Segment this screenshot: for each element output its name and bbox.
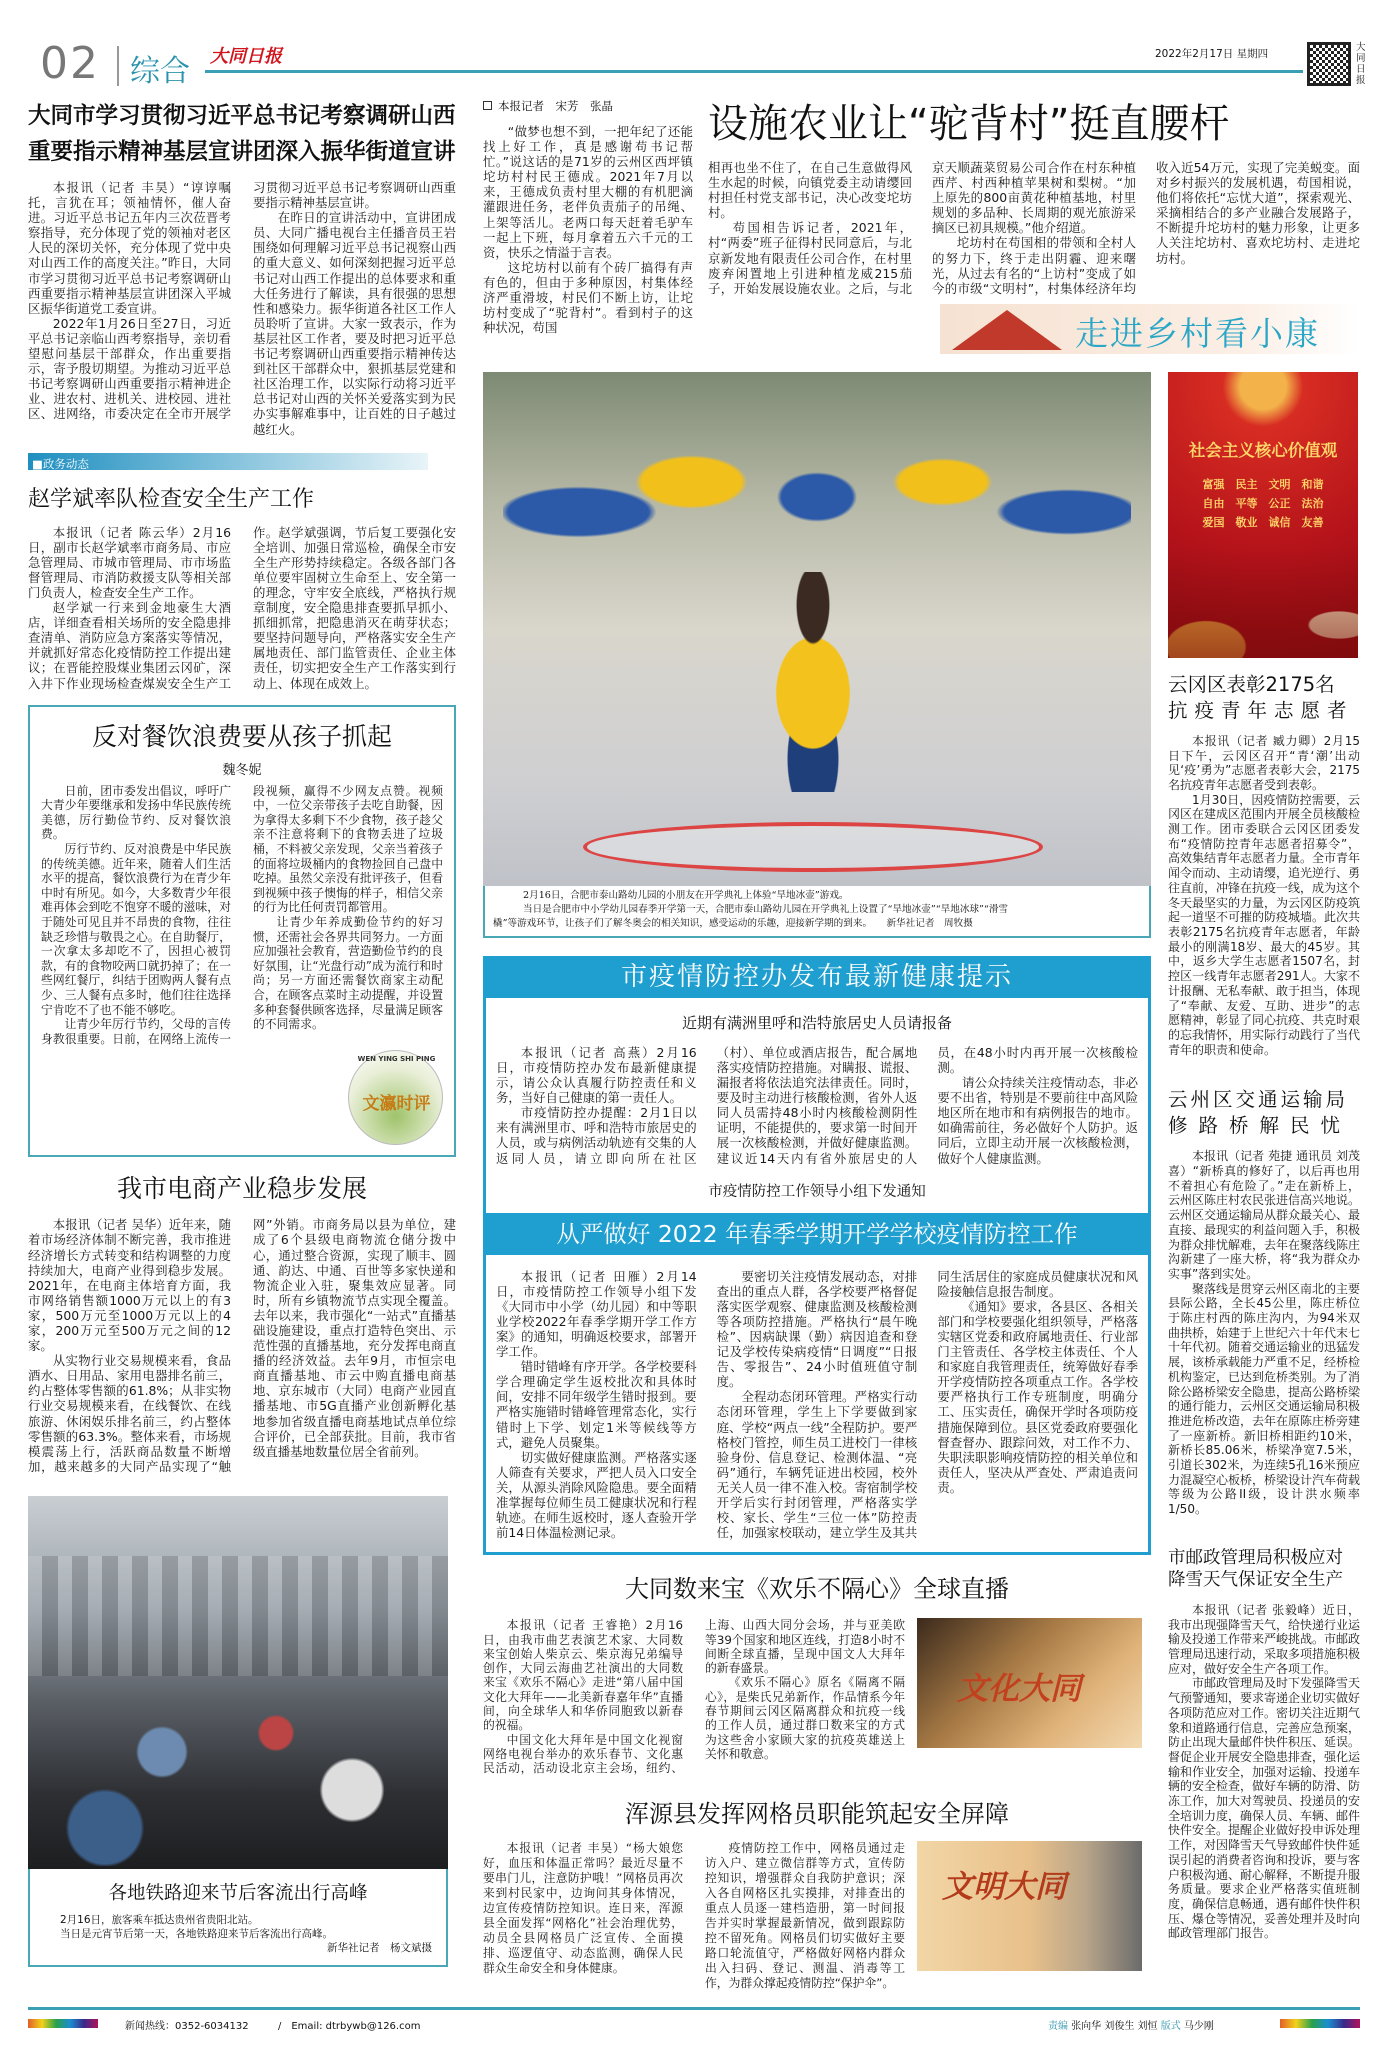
- headline-lecture: [28, 98, 456, 170]
- paragraph: 本报讯（记者 张毅峰）近日，我市出现强降雪天气，给快递行业运输及投递工作带来严峻挑战。市邮政管理局迅速行动，采取多项措施积极应对，做好安全生产各项工作。: [1168, 1602, 1361, 1676]
- paragraph: 本报讯（记者 陈云华）2月16日，副市长赵学斌率市商务局、市应急管理局、市城市管理局、市市场监督管理局、市消防救援支队等相关部门负责人，检查安全生产工作。: [28, 524, 231, 600]
- paragraph: 本报讯（记者 苑捷 通讯员 刘茂喜）“新桥真的修好了，以后再也用不着担心有危险了。”走在新桥上，云州区陈庄村农民张进信高兴地说。云州区交通运输局从群众最关心、最直接、最现实的利益问题入手，积极为群众排忧解难，去年在聚落线陈庄沟新建了一座大桥，将“我为群众办实事”落到实处。: [1168, 1149, 1361, 1281]
- column-banner: [940, 304, 1360, 354]
- headline-line: 修路桥解民忧: [1168, 1114, 1352, 1138]
- footer-rule: [28, 2007, 1360, 2010]
- paragraph: 切实做好健康监测。严格落实逐人筛查有关要求，严把人员入口安全关，从源头消除风险隐患。要全面精准掌握每位师生员工健康状况和行程轨迹。在师生返校时，逐人查验开学前14日体温检测记录。: [496, 1449, 697, 1541]
- paragraph: 聚落线是贯穿云州区南北的主要县际公路，全长45公里，陈庄桥位于陈庄村西的陈庄沟内，为94米双曲拱桥，始建于上世纪六十年代末七十年代初。随着交通运输业的迅猛发展，该桥承载能力严重不足，经桥检机构鉴定，已达到危桥类别。为了消除公路桥梁安全隐患，提高公路桥梁的通行能力，云州区交通运输局积极推进危桥改造，去年在原陈庄桥旁建了一座新桥。新旧桥相距约10米，新桥长85.06米，桥梁净宽7.5米，引道长302米，为连续5孔16米预应力混凝空心板桥，桥梁设计汽车荷载等级为公路II级，设计洪水频率1/50。: [1168, 1281, 1361, 1517]
- byline-icon: [483, 101, 492, 110]
- paragraph: 全程动态闭环管理。严格实行动态闭环管理，学生上下学要做到家庭、学校“两点一线”全程防护。要严格校门管控，师生员工进校门一律核验身份、信息登记、检测体温、“亮码”通行，车辆凭证进出校园，校外无关人员一律不准入校。寄宿制学校开学后实行封闭管理，严格落实学校、家长、学生“三位一体”防控责任，加强家校联动，建立学生及其共同生活居住的家庭成员健康状况和风险接触信息报告制度。: [716, 1268, 1138, 1541]
- paragraph: 市邮政管理局及时下发强降雪天气预警通知，要求寄递企业切实做好各项防范应对工作。密切关注近期气象和道路通行信息，完善应急预案，防止出现大量邮件快件积压、延误。督促企业开展安全隐患排查，强化运输和作业安全，加强对运输、投递车辆的安全检查，做好车辆的防滑、防冻工作，加大对驾驶员、投递员的安全培训力度，确保人员、车辆、邮件快件安全。提醒企业做好投申诉处理工作，对因降雪天气导致邮件快件延误引起的消费者咨询和投诉，要与客户积极沟通、耐心解释，不断提升服务质量。要求企业严格落实值班制度，确保信息畅通，遇有邮件快件积压、爆仓等情况，妥善处理并及时向邮政管理部门报告。: [1168, 1676, 1361, 1941]
- paragraph: 苟国相告诉记者，2021年，村“两委”班子征得村民同意后，与北京新发地有限责任公司合作，在村里废弃闲置地上引进种植龙威215茄子，开始发展设施农业。之后，与北京天顺蔬菜贸易公司合作在村东种植西芹、村西种植苹果树和梨树。“加上原先的800亩黄花种植基地，村里规划的多品种、长周期的观光旅游采摘区已初具规模。”他介绍道。: [708, 160, 1136, 296]
- paragraph: 《通知》要求，各县区、各相关部门和学校要强化组织领导，严格落实辖区党委和政府属地责任、行业部门主管责任、各学校主体责任、个人和家庭自我管理责任，统筹做好春季开学疫情防控各项重点工作。各学校要严格执行工作专班制度，明确分工、压实责任，确保开学时各项防疫措施保障到位。县区党委政府要强化督查督办、跟踪问效，对工作不力、失职渎职影响疫情防控的相关单位和责任人，坚决从严查处、严肃追责问责。: [937, 1298, 1138, 1495]
- hunyuan-row: [483, 1841, 1151, 1991]
- article-body-bridge: [1168, 1149, 1360, 1517]
- railway-station-photo: [28, 1496, 448, 1869]
- headline-shulaibao: 大同数来宝《欢乐不隔心》全球直播: [625, 1575, 1009, 1604]
- core-values-poster: [1168, 372, 1358, 658]
- middle-column: [483, 372, 1151, 1991]
- issue-date: 2022年2月17日 星期四: [1155, 48, 1269, 60]
- poster-line: 富强 民主 文明 和谐: [1202, 477, 1324, 491]
- header-rule: [205, 70, 1303, 73]
- article-body-volunteers: [1168, 734, 1360, 1057]
- agriculture-main: [708, 98, 1360, 354]
- logo-pinyin: WEN YING SHI PING: [357, 1055, 436, 1064]
- headline-bridge: [1168, 1087, 1360, 1139]
- logo-text: 文瀛时评: [362, 1094, 431, 1115]
- paragraph: 让青少年厉行节约，父母的言传身教很重要。日前，在网络上流传一段视频，赢得不少网友点赞。视频中，一位父亲带孩子去吃自助餐，因为拿得太多剩下不少食物，孩子趁父亲不注意将剩下的食物丢进了垃圾桶，不料被父亲发现，父亲当着孩子的面将垃圾桶内的食物捡回自己盘中吃掉。虽然父亲没有批评孩子，但看到视频中孩子懊悔的样子，相信父亲的行为比任何责罚都管用。: [41, 783, 443, 1046]
- vertical-masthead: 大同日报: [1356, 42, 1366, 86]
- paragraph: 本报讯（记者 丰昊）“谆谆嘱托，言犹在耳；领袖情怀，催人奋进。习近平总书记五年内三次莅晋考察指导，充分体现了党的领袖对老区人民的深切关怀，充分体现了党中央对山西工作的高度关注。”昨日，大同市学习贯彻习近平总书记考察调研山西重要指示精神基层宣讲团深入平城区振华街道党工委宣讲。: [28, 180, 231, 316]
- paragraph: 本报讯（记者 田雁）2月14日，市疫情防控工作领导小组下发《大同市中小学（幼儿园）和中等职业学校2022年春季学期开学工作方案》的通知，明确返校要求，部署开学工作。: [496, 1268, 697, 1360]
- commentary-box: [28, 705, 456, 1158]
- page-body: [0, 98, 1388, 1991]
- kids-photo-caption: [483, 886, 1151, 938]
- headline-line: 市邮政管理局积极应对: [1168, 1547, 1343, 1568]
- headline-line: 云州区交通运输局: [1168, 1088, 1349, 1112]
- headline-line: 降雪天气保证安全生产: [1168, 1569, 1343, 1590]
- paragraph: 《欢乐不隔心》原名《隔离不隔心》，是柴氏兄弟新作，作品情系今年春节期间云冈区隔离群众和抗疫一线的工作人员，通过群口数来宝的方式为这些舍小家顾大家的抗疫英雄送上关怀和敬意。: [705, 1675, 905, 1761]
- paragraph: 这坨坊村以前有个砖厂搞得有声有色的，但由于多种原因，村集体经济严重滑坡，村民们不断上访，让坨坊村变成了“驼背村”。看到村子的这种状况，苟国: [483, 259, 693, 336]
- photo-credit: 新华社记者 周牧摄: [886, 917, 973, 929]
- article-body-postal: [1168, 1603, 1360, 1941]
- article-body-hunyuan: [483, 1841, 905, 1991]
- civilized-datong-image: [917, 1841, 1142, 1971]
- paragraph: 在昨日的宣讲活动中，宣讲团成员、大同广播电视台主任播音员王岩围绕如何理解习近平总书记视察山西的重大意义、如何深刻把握习近平总书记对山西工作提出的总体要求和重大任务进行了解读，具有很强的思想性和感染力。振华街道各社区工作人员聆听了宣讲。大家一致表示，作为基层社区工作者，要及时把习近平总书记考察调研山西重要指示精神传达到社区干部群众中，狠抓基层党建和社区治理工作，以实际行动将习近平总书记对山西的关怀关爱落实到为民办实事解难事中，让百姓的日子越过越红火。: [253, 210, 456, 437]
- caption-line: 2月16日，旅客乘车抵达贵州省贵阳北站。: [60, 1913, 259, 1926]
- page-number: 02: [40, 38, 100, 89]
- paragraph: 2022年1月26日至27日，习近平总书记亲临山西考察指导，亲切看望慰问基层干部群众，作出重要指示，寄予殷切期望。为推动习近平总书记考察调研山西重要指示精神进企业、进农村、进机关、进校园、进社区、进网络，市委决定在全市开展学习贯彻习近平总书记考察调研山西重要指示精神基层宣讲。: [28, 180, 456, 422]
- right-column: [1168, 372, 1360, 1941]
- left-column: [28, 98, 456, 1967]
- railway-caption-box: [28, 1869, 448, 1967]
- paragraph: 1月30日，因疫情防控需要，云冈区在建成区范围内开展全员核酸检测工作。团市委联合云冈区团委发布“疫情防控青年志愿者招募令”，高效集结青年志愿者力量。全市青年闻令而动、主动请缨，追光逆行、勇往直前，冲锋在抗疫一线，成为这个冬天最坚实的力量，为云冈区防疫筑起一道坚不可摧的防疫城墙。此次共表彰2175名抗疫青年志愿者，年龄最小的刚满18岁、最大的45岁。其中，返乡大学生志愿者1507名，封控区一线青年志愿者291人。大家不计报酬、无私奉献、敢于担当，体现了“奉献、友爱、互助、进步”的志愿精神，彰显了同心抗疫、共克时艰的忘我情怀，用实际行动践行了当代青年的职责和使命。: [1168, 792, 1361, 1057]
- poster-title: 社会主义核心价值观: [1188, 440, 1338, 460]
- agriculture-col1: [483, 98, 693, 354]
- editor-credits: [1048, 2017, 1214, 2032]
- paragraph: 日前，团市委发出倡议，呼吁广大青少年要继承和发扬中华民族传统美德，厉行勤俭节约、反对餐饮浪费。: [41, 783, 231, 842]
- color-strip-right: [1280, 2019, 1360, 2028]
- culture-datong-image: [917, 1618, 1142, 1748]
- banner-title: 走进乡村看小康: [1075, 313, 1320, 353]
- caption-line: 当日是元宵节后第一天，各地铁路迎来节后客流出行高峰。: [60, 1927, 333, 1940]
- right-wrap: [483, 98, 1360, 1991]
- headline-food-waste: 反对餐饮浪费要从孩子抓起: [91, 721, 392, 751]
- headline-line: 重要指示精神基层宣讲团深入振华街道宣讲: [28, 139, 456, 165]
- header-divider: [117, 46, 119, 86]
- shulaibao-row: [483, 1618, 1151, 1775]
- kids-curling-photo: [483, 372, 1151, 886]
- section-name: 综合: [130, 54, 190, 89]
- railway-caption: [60, 1913, 432, 1955]
- news-hotline[interactable]: 新闻热线：0352-6034132: [125, 2020, 249, 2032]
- color-strip-left: [28, 2019, 98, 2028]
- poster-line: 爱国 敬业 诚信 友善: [1202, 515, 1324, 529]
- headline-line: 抗疫青年志愿者: [1168, 698, 1354, 722]
- article-body-health: [496, 1045, 1138, 1166]
- headline-line: 大同市学习贯彻习近平总书记考察调研山西: [28, 103, 456, 129]
- paragraph: 赵学斌一行来到金地豪生大酒店，详细查看相关场所的安全隐患排查清单、消防应急方案落实等情况，并就抓好常态化疫情防控工作提出建议；在晋能控股煤业集团云冈矿，深入井下作业现场检查煤炭安全生产工作。赵学斌强调，节后复工要强化安全培训、加强日常巡检，确保全市安全生产形势持续稳定。各级各部门各单位要牢固树立生命至上、安全第一的理念，守牢安全底线，严格执行规章制度，安全隐患排查要抓早抓小、抓细抓常，把隐患消灭在萌芽状态；要坚持问题导向，严格落实安全生产属地责任、部门监管责任、企业主体责任，切实把安全生产工作落实到行动上、体现在成效上。: [28, 524, 456, 691]
- headline-postal: [1168, 1547, 1360, 1591]
- headline-volunteers: [1168, 672, 1360, 724]
- layout-label: 版式: [1160, 2020, 1181, 2032]
- paragraph: 本报讯（记者 臧力卿）2月15日下午，云冈区召开“青‘潮’出动 见‘疫’勇为”志愿者表彰大会，2175名抗疫青年志愿者受到表彰。: [1168, 733, 1360, 792]
- page-header: [0, 0, 1388, 98]
- author: 魏冬妮: [222, 762, 262, 778]
- headline-line: 云冈区表彰2175名: [1168, 672, 1335, 696]
- school-kicker: 市疫情防控工作领导小组下发通知: [708, 1183, 926, 1200]
- paragraph: 本报讯（记者 王睿艳）2月16日，由我市曲艺表演艺术家、大同数来宝创始人柴京云、柴京海兄弟编导创作，大同云海曲艺社演出的大同数来宝《欢乐不隔心》走进“第八届中国文化大拜年——北美新春嘉年华”直播间，向全球华人和华侨同胞致以新春的祝福。: [483, 1618, 683, 1733]
- paragraph: “做梦也想不到，一把年纪了还能找上好工作，真是感谢苟书记帮忙。”说这话的是71岁的云州区西坪镇坨坊村村民王德成。2021年7月以来，王德成负责村里大棚的有机肥滴灌跟进任务，老伴负责茄子的吊绳、上架等活儿。老两口每天赶着毛驴车一起上下班，每月拿着五六千元的工资，快乐之情溢于言表。: [483, 124, 693, 260]
- headline-railway: 各地铁路迎来节后客流出行高峰: [108, 1882, 368, 1904]
- school-banner: [483, 1213, 1151, 1255]
- article-body-agriculture-col1: [483, 124, 693, 335]
- paragraph: 让青少年养成勤俭节约的好习惯，还需社会各界共同努力。一方面应加强社会教育，营造勤俭节约的良好氛围，让“光盘行动”成为流行和时尚；另一方面还需餐饮商家主动配合，在顾客点菜时主动提醒，并设置多种套餐供顾客选择，尽量满足顾客的不同需求。: [253, 914, 443, 1032]
- section-tag: ■政务动态: [32, 456, 89, 471]
- article-body-school: [496, 1269, 1138, 1541]
- masthead-logo: 大同日报: [210, 46, 282, 67]
- paragraph: 疫情防控工作中，网格员通过走访入户、建立微信群等方式，宣传防控知识，增强群众自我防护意识；深入各自网格区扎实摸排，对排查出的重点人员逐一建档造册，第一时间报告并实时掌握最新情况，做到跟踪防控不留死角。网格员们切实做好主要路口轮流值守，严格做好网格内群众出入扫码、登记、测温、消毒等工作，为群众撑起疫情防控“保护伞”。: [705, 1840, 905, 1990]
- editors: 张向华 刘俊生 刘恒: [1071, 2020, 1158, 2032]
- headline-hunyuan: 浑源县发挥网格员职能筑起安全屏障: [625, 1799, 1009, 1828]
- editor-label: 责编: [1048, 2020, 1068, 2032]
- headline-health: 市疫情防控办发布最新健康提示: [620, 961, 1013, 992]
- paragraph: 从实物行业交易规模来看，食品酒水、日用品、家用电器排名前三，约占整体零售额的61.8%；从非实物行业交易规模来看，在线餐饮、在线旅游、休闲娱乐排名前三，约占整体零售额的63.3%。整体来看，市场规模震荡上行，活跃商品数量不断增加，越来越多的大同产品实现了“触网”外销。市商务局以县为单位，建成了6个县级电商物流仓储分拨中心，通过整合资源，实现了顺丰、圆通、韵达、中通、百世等多家快递和物流企业入驻，聚集效应显著。同时，所有乡镇物流节点实现全覆盖。去年以来，我市强化“一站式”直播基础设施建设，重点打造特色突出、示范性强的直播基地，充分发挥电商直播的经济效益。去年9月，市恒宗电商直播基地、市云中购直播电商基地、京东城市（大同）电商产业园直播基地、市5G直播产业创新孵化基地参加省级直播电商基地试点单位综合评价，已全部获批。目前，我市省级直播基地数量位居全省前列。: [28, 1217, 456, 1474]
- photo-credit: 新华社记者 杨文斌摄: [327, 1941, 432, 1954]
- qr-code[interactable]: [1307, 42, 1351, 86]
- paragraph: 本报讯（记者 吴华）近年来，随着市场经济体制不断完善，我市推进经济增长方式转变和结构调整的力度持续加大，电商产业得到稳步发展。2021年，在电商主体培育方面，我市网络销售额1000万元以上的有3家，500万元至1000万元以上的4家，200万元至500万元之间的12家。: [28, 1217, 231, 1354]
- commentary-logo: [348, 1050, 443, 1145]
- section-tag-bar: [28, 453, 428, 470]
- headline-safety: 赵学斌率队检查安全生产工作: [28, 486, 315, 512]
- health-banner: [483, 956, 1151, 998]
- house-icon: [952, 310, 1062, 350]
- image-text: 文化大同: [957, 1671, 1081, 1708]
- byline: 本报记者 宋芳 张晶: [498, 99, 613, 113]
- paragraph: 本报讯（记者 高燕）2月16日，市疫情防控办发布最新健康提示，请公众认真履行防控责任和义务，当好自己健康的第一责任人。: [496, 1044, 697, 1106]
- poster-line: 自由 平等 公正 法治: [1202, 496, 1324, 510]
- paragraph: 市疫情防控办提醒：2月1日以来有满洲里市、呼和浩特市旅居史的人员，或与病例活动轨迹有交集的人返同人员，请立即向所在社区（村）、单位或酒店报告，配合属地落实疫情防控措施。对瞒报、谎报、漏报者将依法追究法律责任。同时，要及时主动进行核酸检测，省外人返同人员需持48小时内核酸检测阴性证明，不能提供的，要求第一时间开展一次核酸检测，并做好健康监测。建议近14天内有省外旅居史的人员，在48小时内再开展一次核酸检测。: [496, 1044, 1138, 1166]
- layout-editor: 马少刚: [1183, 2020, 1214, 2032]
- school-box: [483, 1255, 1151, 1556]
- article-body-agriculture-rest: [708, 160, 1360, 296]
- lower-columns: [483, 372, 1360, 1991]
- caption-line: 2月16日，合肥市泰山路幼儿园的小朋友在开学典礼上体验“旱地冰壶”游戏。: [523, 889, 849, 901]
- headline-school: 从严做好 2022 年春季学期开学学校疫情防控工作: [556, 1219, 1078, 1248]
- health-subtitle: 近期有满洲里呼和浩特旅居史人员请报备: [681, 1013, 952, 1032]
- article-body-shulaibao: [483, 1618, 905, 1775]
- caption-line: 橇”等游戏环节，让孩子们了解冬奥会的相关知识，感受运动的乐趣，迎接新学期的到来。: [493, 917, 868, 929]
- paragraph: 本报讯（记者 丰昊）“杨大娘您好，血压和体温正常吗？最近尽量不要串门儿，注意防护哦！”网格员再次来到村民家中，边询问其身体情况，边宣传疫情防控知识。连日来，浑源县全面发挥“网格化”社会治理优势，动员全县网格员广泛宣传、全面摸排、巡逻值守、动态监测，确保人民群众生命安全和身体健康。: [483, 1840, 683, 1975]
- page-footer: [28, 2007, 1360, 2041]
- headline-ecommerce: 我市电商产业稳步发展: [116, 1174, 367, 1204]
- paragraph: 中国文化大拜年是中国文化视窗网络电视台举办的欢乐春节、文化惠民活动，活动设北京主会场，纽约、上海、山西大同分会场，并与亚美欧等39个国家和地区连线，打造8小时不间断全球直播，呈现中国文人大拜年的新春盛景。: [483, 1618, 905, 1776]
- paragraph: 相再也坐不住了，在自己生意做得风生水起的时候，向镇党委主动请缨回村担任村党支部书记，决心改变坨坊村。: [708, 160, 912, 221]
- article-body-food-waste: [41, 784, 443, 1047]
- article-body-ecommerce: [28, 1217, 456, 1474]
- headline-agriculture: 设施农业让“驼背村”挺直腰杆: [708, 101, 1230, 147]
- paragraph: 要密切关注疫情发展动态，对排查出的重点人群，各学校要严格督促落实医学观察、健康监测及核酸检测等各项防控措施。严格执行“晨午晚检”、因病缺课（勤）病因追查和登记及学校传染病疫情“日调度”“日报告、零报告”、24小时值班值守制度。: [716, 1268, 918, 1390]
- health-box: [483, 998, 1151, 1213]
- article-body-safety: [28, 525, 456, 691]
- article-body-lecture: [28, 180, 456, 437]
- contact-email[interactable]: / Email: dtrbywb@126.com: [278, 2020, 421, 2032]
- agriculture-article: [483, 98, 1360, 354]
- paragraph: 厉行节约、反对浪费是中华民族的传统美德。近年来，随着人们生活水平的提高，餐饮浪费行为在青少年中时有所见。如今，大多数青少年很难再体会到吃不饱穿不暖的滋味，对于随处可见且并不昂贵的食物，往往缺乏珍惜与敬畏之心。在自助餐厅，一次拿太多却吃不了，因担心被罚款，有的食物咬两口就扔掉了；在一些网红餐厅，纠结于团购两人餐有点少、三人餐有点多时，他们往往选择宁肯吃不了也不能不够吃。: [41, 842, 231, 1017]
- paragraph: 坨坊村在苟国相的带领和全村人的努力下，终于走出阴霾、迎来曙光，从过去有名的“上访村”变成了如今的市级“文明村”，村集体经济年均收入近54万元，实现了完美蜕变。面对乡村振兴的发展机遇，苟国相说，他们将依托“忘忧大道”，探索观光、采摘相结合的多产业融合发展路子，不断提升坨坊村的魅力形象，让更多人关注坨坊村、喜欢坨坊村、走进坨坊村。: [932, 160, 1360, 296]
- paragraph: 错时错峰有序开学。各学校要科学合理确定学生返校批次和具体时间，安排不同年级学生错时报到。要严格实施错时错峰管理常态化，实行错时上下学、划定1米等候线等方式，避免人员聚集。: [496, 1359, 697, 1450]
- image-text: 文明大同: [942, 1868, 1066, 1905]
- caption-line: 当日是合肥市中小学幼儿园春季开学第一天，合肥市泰山路幼儿园在开学典礼上设置了“旱地冰壶”“旱地冰球”“滑雪: [523, 903, 1009, 915]
- paragraph: 请公众持续关注疫情动态，非必要不出省，特别是不要前往中高风险地区所在地市和有病例报告的地市。如确需前往，务必做好个人防护。返同后，立即主动开展一次核酸检测，做好个人健康监测。: [937, 1075, 1138, 1166]
